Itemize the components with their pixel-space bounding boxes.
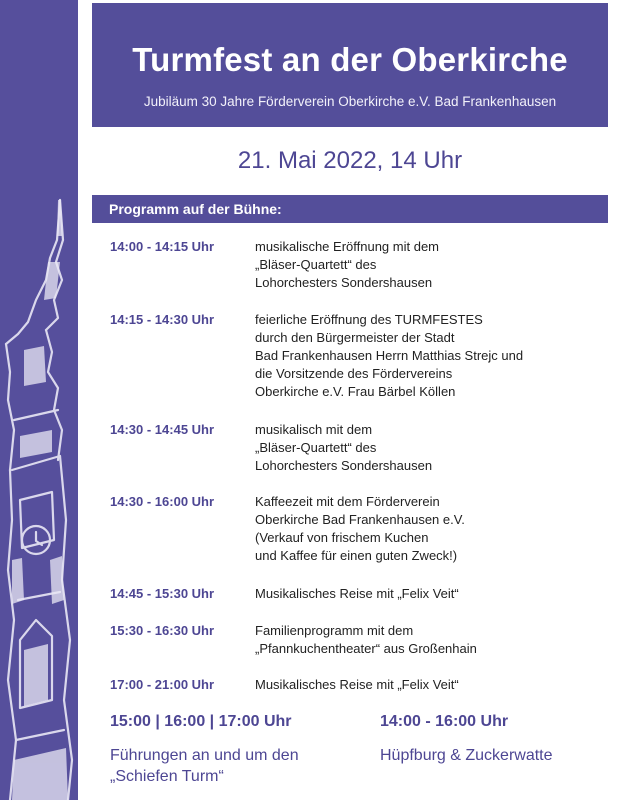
program-item-time: 14:15 - 14:30 Uhr xyxy=(110,312,215,327)
program-item-desc: Familienprogramm mit dem „Pfannkuchentheater“ aus Großenhain xyxy=(255,623,477,656)
program-item-time: 17:00 - 21:00 Uhr xyxy=(110,677,215,692)
program-item-time: 14:45 - 15:30 Uhr xyxy=(110,586,215,601)
extra-event-bouncy-castle xyxy=(380,713,610,766)
extra-event-time: 14:00 - 16:00 Uhr xyxy=(380,713,509,730)
extra-event-text: Führungen an und um den „Schiefen Turm“ xyxy=(110,747,299,785)
extra-event-time: 15:00 | 16:00 | 17:00 Uhr xyxy=(110,713,292,730)
extra-event-tours xyxy=(110,713,370,787)
program-item-desc: Musikalisches Reise mit „Felix Veit“ xyxy=(255,677,459,692)
sidebar-tower-panel xyxy=(0,0,78,800)
program-item-time: 14:00 - 14:15 Uhr xyxy=(110,239,215,254)
program-item-desc: Musikalisches Reise mit „Felix Veit“ xyxy=(255,586,459,601)
program-item-desc: musikalische Eröffnung mit dem „Bläser-Quartett“ des Lohorchesters Sondershausen xyxy=(255,239,440,290)
page-title: Turmfest an der Oberkirche xyxy=(132,41,568,78)
program-item-time: 15:30 - 16:30 Uhr xyxy=(110,623,215,638)
event-date: 21. Mai 2022, 14 Uhr xyxy=(237,147,463,174)
tower-illustration-icon xyxy=(0,0,78,800)
page-subtitle: Jubiläum 30 Jahre Förderverein Oberkirche e.V. Bad Frankenhausen xyxy=(143,94,557,109)
program-item-time: 14:30 - 14:45 Uhr xyxy=(110,422,215,437)
program-item-desc: feierliche Eröffnung des TURMFESTES durch den Bürgermeister der Stadt Bad Frankenhausen Herrn Matthias Strejc und die Vorsitzende des Fördervereins Oberkirche e.V. Frau Bärbel Köllen xyxy=(255,312,524,399)
program-item-time: 14:30 - 16:00 Uhr xyxy=(110,494,215,509)
program-item-desc: musikalisch mit dem „Bläser-Quartett“ des Lohorchesters Sondershausen xyxy=(255,422,433,473)
program-item-desc: Kaffeezeit mit dem Förderverein Oberkirche Bad Frankenhausen e.V. (Verkauf von frischem Kuchen und Kaffee für einen guten Zweck!) xyxy=(255,494,465,563)
program-heading: Programm auf der Bühne: xyxy=(92,195,608,223)
extra-event-text: Hüpfburg & Zuckerwatte xyxy=(380,747,553,764)
header-banner xyxy=(92,3,608,127)
